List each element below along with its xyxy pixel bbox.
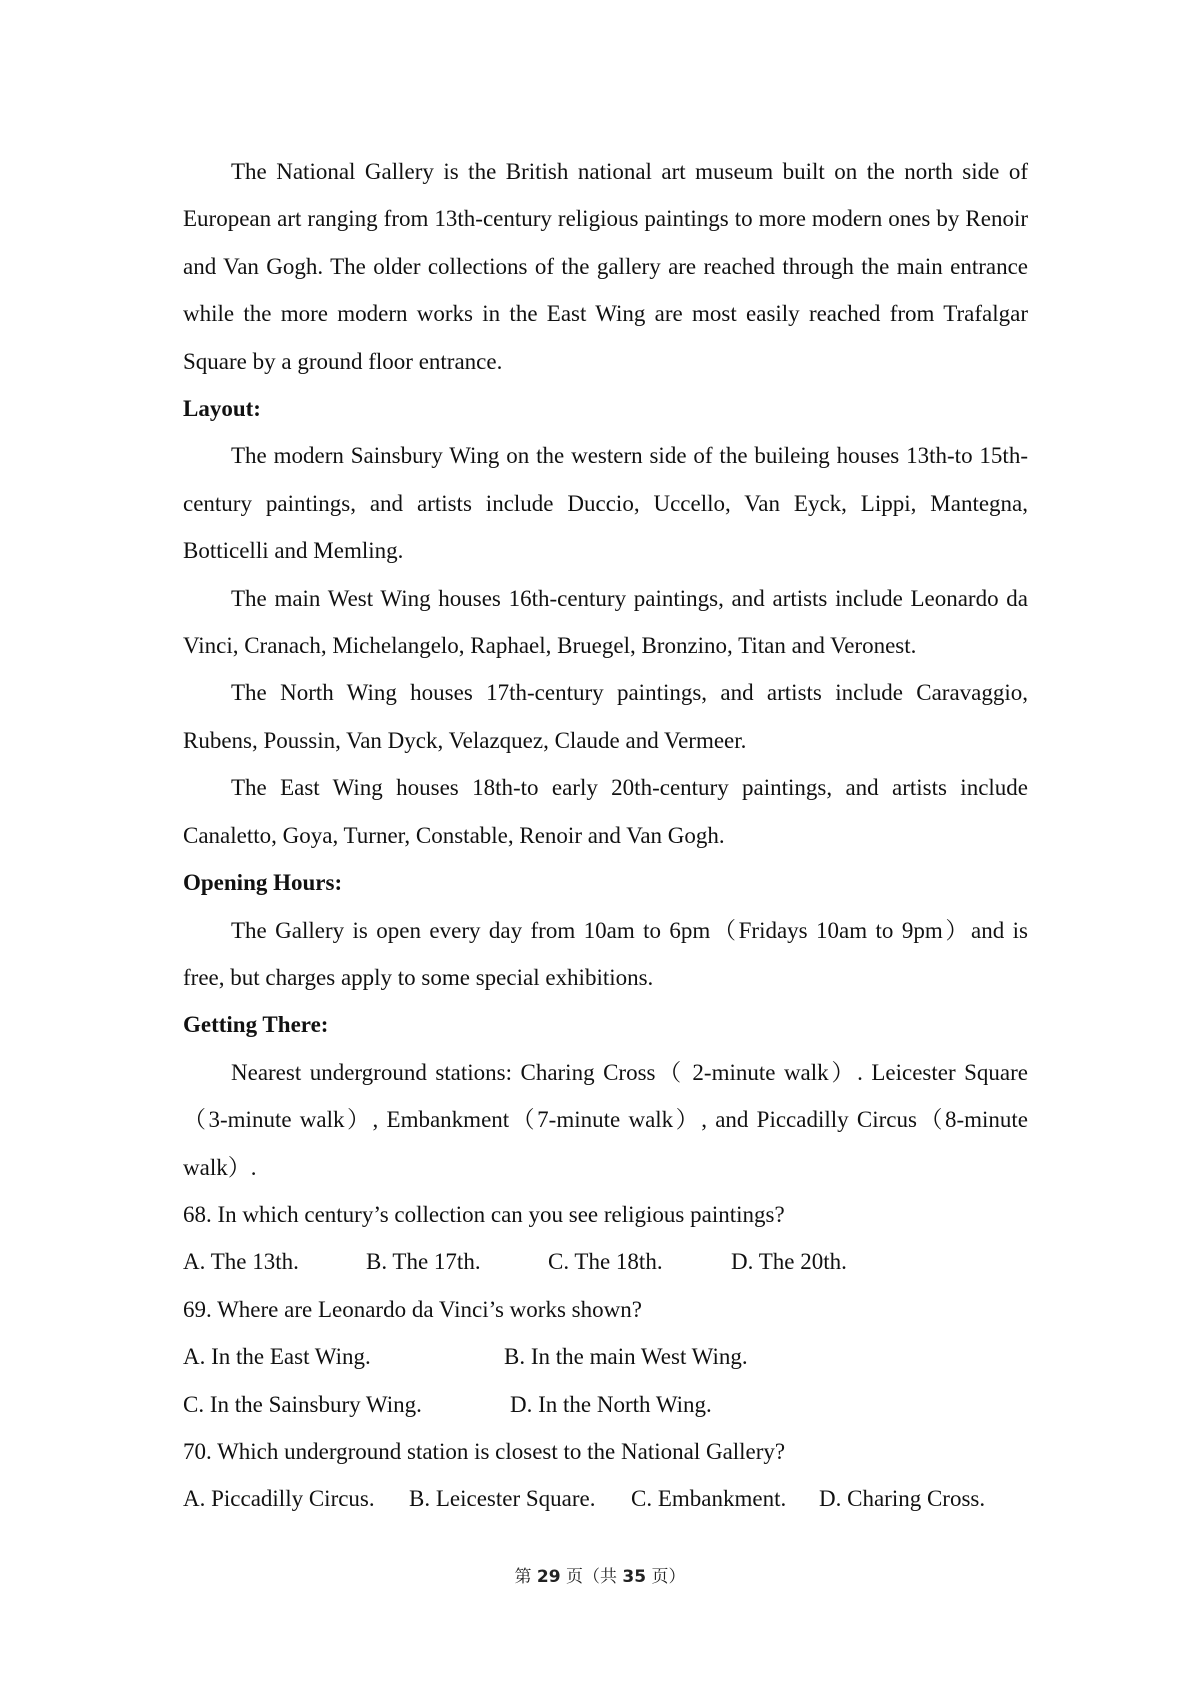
page-footer [0,1562,1200,1587]
question-69-option-c: C. In the Sainsbury Wing. [183,1391,422,1417]
question-69-stem: 69. Where are Leonardo da Vinci’s works shown? [183,1296,642,1322]
layout-sainsbury-paragraph: The modern Sainsbury Wing on the western side of the buileing houses 13th-to 15th-century paintings, and artists include Duccio, Uccello, Van Eyck, Lippi, Mantegna, Botticelli and Memling. [183,443,1028,564]
footer-page-number: 29 [536,1567,561,1587]
exam-page [183,148,1028,1523]
question-69-option-d: D. In the North Wing. [510,1391,712,1417]
question-70-option-d: D. Charing Cross. [819,1486,986,1512]
question-68-option-a: A. The 13th. [183,1249,299,1275]
question-69-option-a: A. In the East Wing. [183,1344,371,1370]
question-70-option-c: C. Embankment. [631,1486,787,1512]
question-70-option-b: B. Leicester Square. [409,1486,596,1512]
question-70-option-a: A. Piccadilly Circus. [183,1486,375,1512]
question-68-option-b: B. The 17th. [366,1249,481,1275]
layout-north-paragraph: The North Wing houses 17th-century paintings, and artists include Caravaggio, Rubens, Poussin, Van Dyck, Velazquez, Claude and Vermeer. [183,680,1028,753]
layout-west-paragraph: The main West Wing houses 16th-century paintings, and artists include Leonardo da Vinci, Cranach, Michelangelo, Raphael, Bruegel, Bronzino, Titan and Veronest. [183,585,1028,659]
question-68-option-c: C. The 18th. [548,1249,663,1275]
getting-there-paragraph: Nearest underground stations: Charing Cross（ 2-minute walk）. Leicester Square（3-minute walk）, Embankment（7-minute walk）, and Piccadilly Circus（8-minute walk）. [183,1059,1028,1180]
question-69-options-row-2 [183,1381,1028,1428]
question-70-options [183,1475,1028,1522]
question-68-stem: 68. In which century’s collection can you see religious paintings? [183,1201,785,1227]
question-69-options-row-1 [183,1333,1028,1380]
opening-hours-paragraph: The Gallery is open every day from 10am to 6pm（Fridays 10am to 9pm）and is free, but charges apply to some special exhibitions. [183,917,1028,990]
question-69-option-b: B. In the main West Wing. [504,1344,748,1370]
footer-middle: 页（共 [566,1567,617,1587]
getting-there-heading: Getting There: [183,1012,329,1038]
layout-heading: Layout: [183,396,261,422]
footer-suffix: 页） [651,1567,686,1587]
opening-hours-heading: Opening Hours: [183,870,343,896]
footer-prefix: 第 [514,1567,532,1587]
layout-east-paragraph: The East Wing houses 18th-to early 20th-century paintings, and artists include Canaletto, Goya, Turner, Constable, Renoir and Van Gogh. [183,775,1028,848]
question-68-options [183,1238,1028,1285]
footer-total-pages: 35 [622,1567,647,1587]
passage-intro: The National Gallery is the British national art museum built on the north side of European art ranging from 13th-century religious paintings to more modern ones by Renoir and Van Gogh. The older collections of the gallery are reached through the main entrance while the more modern works in the East Wing are most easily reached from Trafalgar Square by a ground floor entrance. [183,159,1028,374]
question-70-stem: 70. Which underground station is closest to the National Gallery? [183,1438,786,1464]
question-68-option-d: D. The 20th. [731,1249,847,1275]
